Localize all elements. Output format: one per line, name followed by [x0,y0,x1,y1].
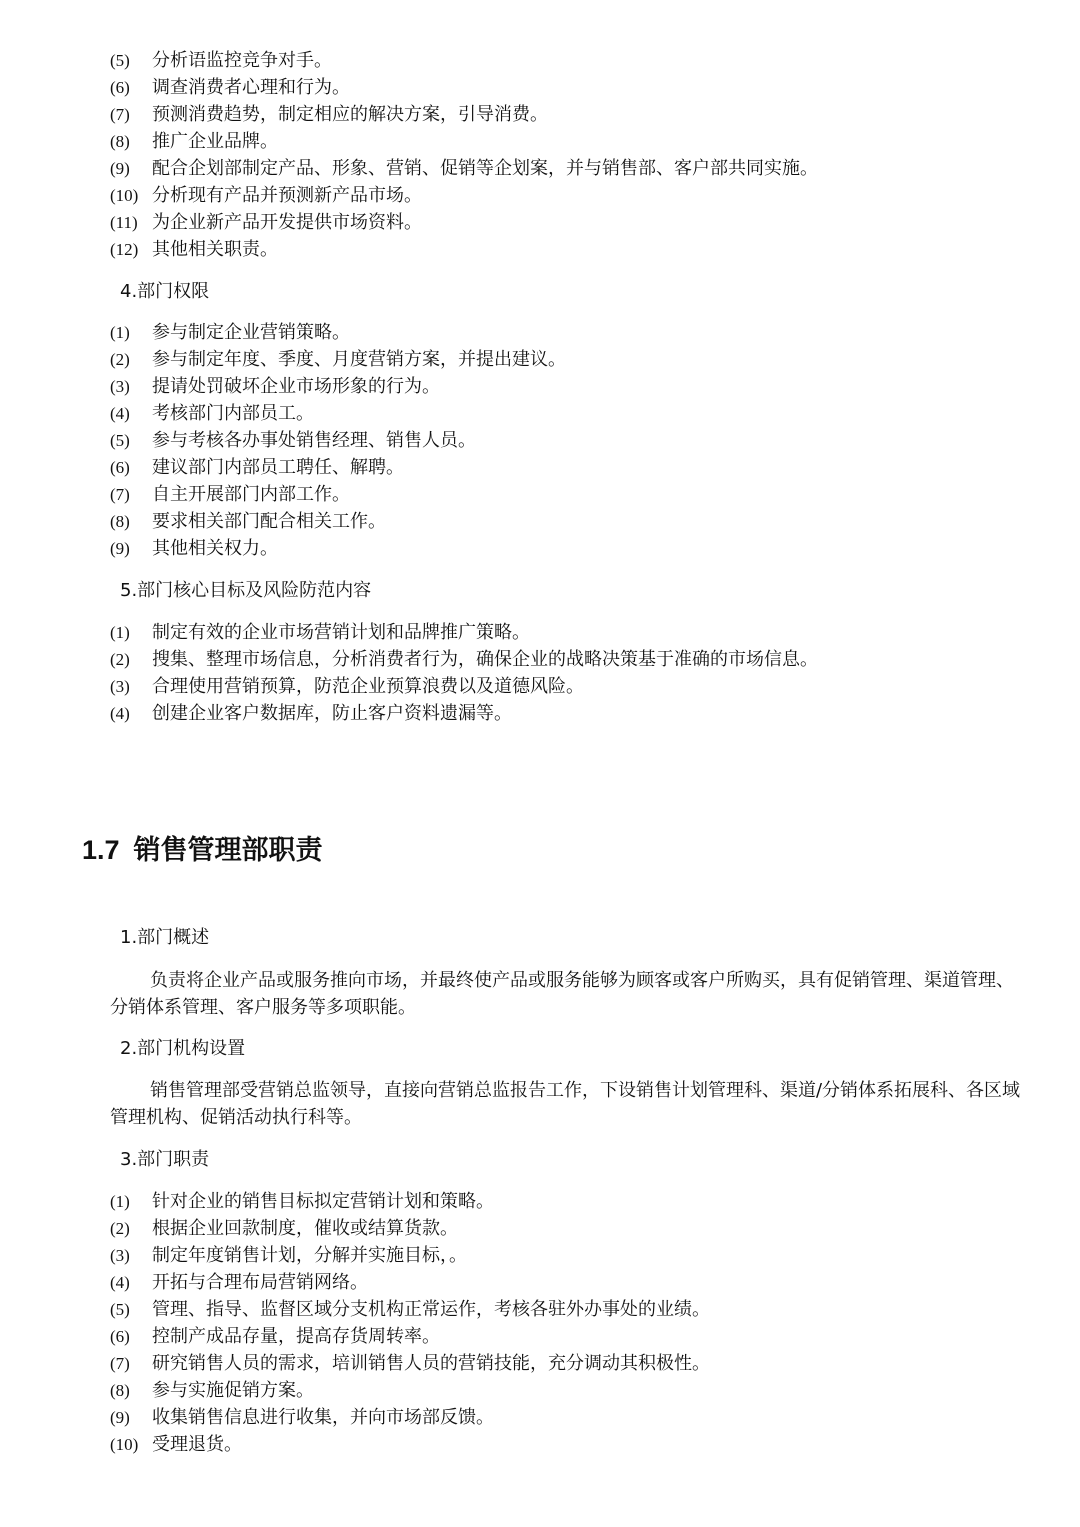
list-item [110,1377,710,1404]
list-item-text: 参与制定年度、季度、月度营销方案，并提出建议。 [152,349,566,370]
list-item-text: 为企业新产品开发提供市场资料。 [152,212,422,233]
list-item-number: (3) [110,1246,130,1265]
list-item-number: (8) [110,512,130,531]
authority-list [110,319,566,562]
list-item [110,155,818,182]
list-item-text: 合理使用营销预算，防范企业预算浪费以及道德风险。 [152,676,584,697]
list-item-number: (2) [110,650,130,669]
list-item-text: 分析现有产品并预测新产品市场。 [152,185,422,206]
list-item-text: 调查消费者心理和行为。 [152,77,350,98]
structure-title: 2.部门机构设置 [120,1038,246,1059]
list-item-text: 参与考核各办事处销售经理、销售人员。 [152,430,476,451]
list-item-text: 搜集、整理市场信息，分析消费者行为，确保企业的战略决策基于准确的市场信息。 [152,649,818,670]
sales-duties-list [110,1188,710,1458]
list-item-text: 控制产成品存量，提高存货周转率。 [152,1326,440,1347]
list-item [110,373,566,400]
overview-paragraph: 负责将企业产品或服务推向市场，并最终使产品或服务能够为顾客或客户所购买，具有促销管理、渠道管理、分销体系管理、客户服务等多项职能。 [110,970,1014,1018]
list-item [110,1296,710,1323]
list-item-number: (5) [110,431,130,450]
list-item-text: 管理、指导、监督区域分支机构正常运作，考核各驻外办事处的业绩。 [152,1299,710,1320]
list-item [110,481,566,508]
list-item-text: 考核部门内部员工。 [152,403,314,424]
list-item-text: 针对企业的销售目标拟定营销计划和策略。 [152,1191,494,1212]
list-item [110,1404,710,1431]
section-4-title: 4.部门权限 [120,281,210,302]
list-item-number: (4) [110,704,130,723]
list-item-number: (7) [110,1354,130,1373]
list-item-text: 要求相关部门配合相关工作。 [152,511,386,532]
list-item [110,101,818,128]
list-item [110,427,566,454]
list-item-text: 其他相关权力。 [152,538,278,559]
list-item-text: 受理退货。 [152,1434,242,1455]
list-item-number: (8) [110,132,130,151]
list-item-number: (10) [110,186,139,205]
list-item-number: (3) [110,677,130,696]
duties-title: 3.部门职责 [120,1149,210,1170]
list-item-number: (2) [110,350,130,369]
list-item-number: (8) [110,1381,130,1400]
list-item-text: 参与实施促销方案。 [152,1380,314,1401]
list-item-number: (5) [110,1300,130,1319]
list-item [110,673,818,700]
list-item-text: 其他相关职责。 [152,239,278,260]
list-item-number: (9) [110,1408,130,1427]
list-item-text: 配合企划部制定产品、形象、营销、促销等企划案，并与销售部、客户部共同实施。 [152,158,818,179]
list-item-text: 制定有效的企业市场营销计划和品牌推广策略。 [152,622,530,643]
list-item-text: 收集销售信息进行收集，并向市场部反馈。 [152,1407,494,1428]
list-item-text: 根据企业回款制度，催收或结算货款。 [152,1218,458,1239]
list-item-number: (5) [110,51,130,70]
structure-paragraph: 销售管理部受营销总监领导，直接向营销总监报告工作，下设销售计划管理科、渠道/分销体系拓展科、各区域管理机构、促销活动执行科等。 [110,1080,1021,1128]
list-item-text: 建议部门内部员工聘任、解聘。 [152,457,404,478]
list-item [110,700,818,727]
list-item-number: (11) [110,213,138,232]
list-item [110,1350,710,1377]
responsibility-list-continued [110,47,818,263]
list-item [110,1323,710,1350]
list-item [110,47,818,74]
list-item [110,619,818,646]
list-item-number: (2) [110,1219,130,1238]
list-item [110,508,566,535]
list-item-number: (3) [110,377,130,396]
list-item-text: 创建企业客户数据库，防止客户资料遗漏等。 [152,703,512,724]
list-item-number: (4) [110,404,130,423]
list-item-text: 提请处罚破坏企业市场形象的行为。 [152,376,440,397]
list-item-text: 制定年度销售计划，分解并实施目标，。 [152,1245,467,1266]
list-item-number: (9) [110,159,130,178]
list-item-number: (6) [110,78,130,97]
core-goals-list [110,619,818,727]
overview-title: 1.部门概述 [120,927,210,948]
list-item [110,128,818,155]
list-item-number: (6) [110,458,130,477]
list-item [110,74,818,101]
list-item-text: 自主开展部门内部工作。 [152,484,350,505]
list-item [110,236,818,263]
list-item-number: (6) [110,1327,130,1346]
list-item-text: 分析语监控竞争对手。 [152,50,332,71]
list-item-number: (12) [110,240,139,259]
list-item [110,454,566,481]
chapter-heading [82,832,323,869]
list-item [110,319,566,346]
list-item [110,346,566,373]
list-item-text: 开拓与合理布局营销网络。 [152,1272,368,1293]
list-item-number: (7) [110,105,130,124]
list-item [110,1242,710,1269]
list-item-number: (9) [110,539,130,558]
section-5-title: 5.部门核心目标及风险防范内容 [120,580,372,601]
list-item [110,1431,710,1458]
list-item [110,182,818,209]
list-item-number: (10) [110,1435,139,1454]
list-item [110,209,818,236]
list-item-number: (1) [110,323,130,342]
list-item [110,1188,710,1215]
list-item [110,535,566,562]
list-item-number: (7) [110,485,130,504]
chapter-number: 1.7 [82,835,120,865]
list-item [110,1269,710,1296]
list-item-text: 参与制定企业营销策略。 [152,322,350,343]
list-item-text: 研究销售人员的需求，培训销售人员的营销技能，充分调动其积极性。 [152,1353,710,1374]
chapter-title: 销售管理部职责 [133,835,323,866]
list-item [110,1215,710,1242]
list-item-number: (1) [110,623,130,642]
list-item [110,400,566,427]
list-item-number: (4) [110,1273,130,1292]
list-item-text: 预测消费趋势，制定相应的解决方案，引导消费。 [152,104,548,125]
list-item-text: 推广企业品牌。 [152,131,278,152]
list-item [110,646,818,673]
list-item-number: (1) [110,1192,130,1211]
